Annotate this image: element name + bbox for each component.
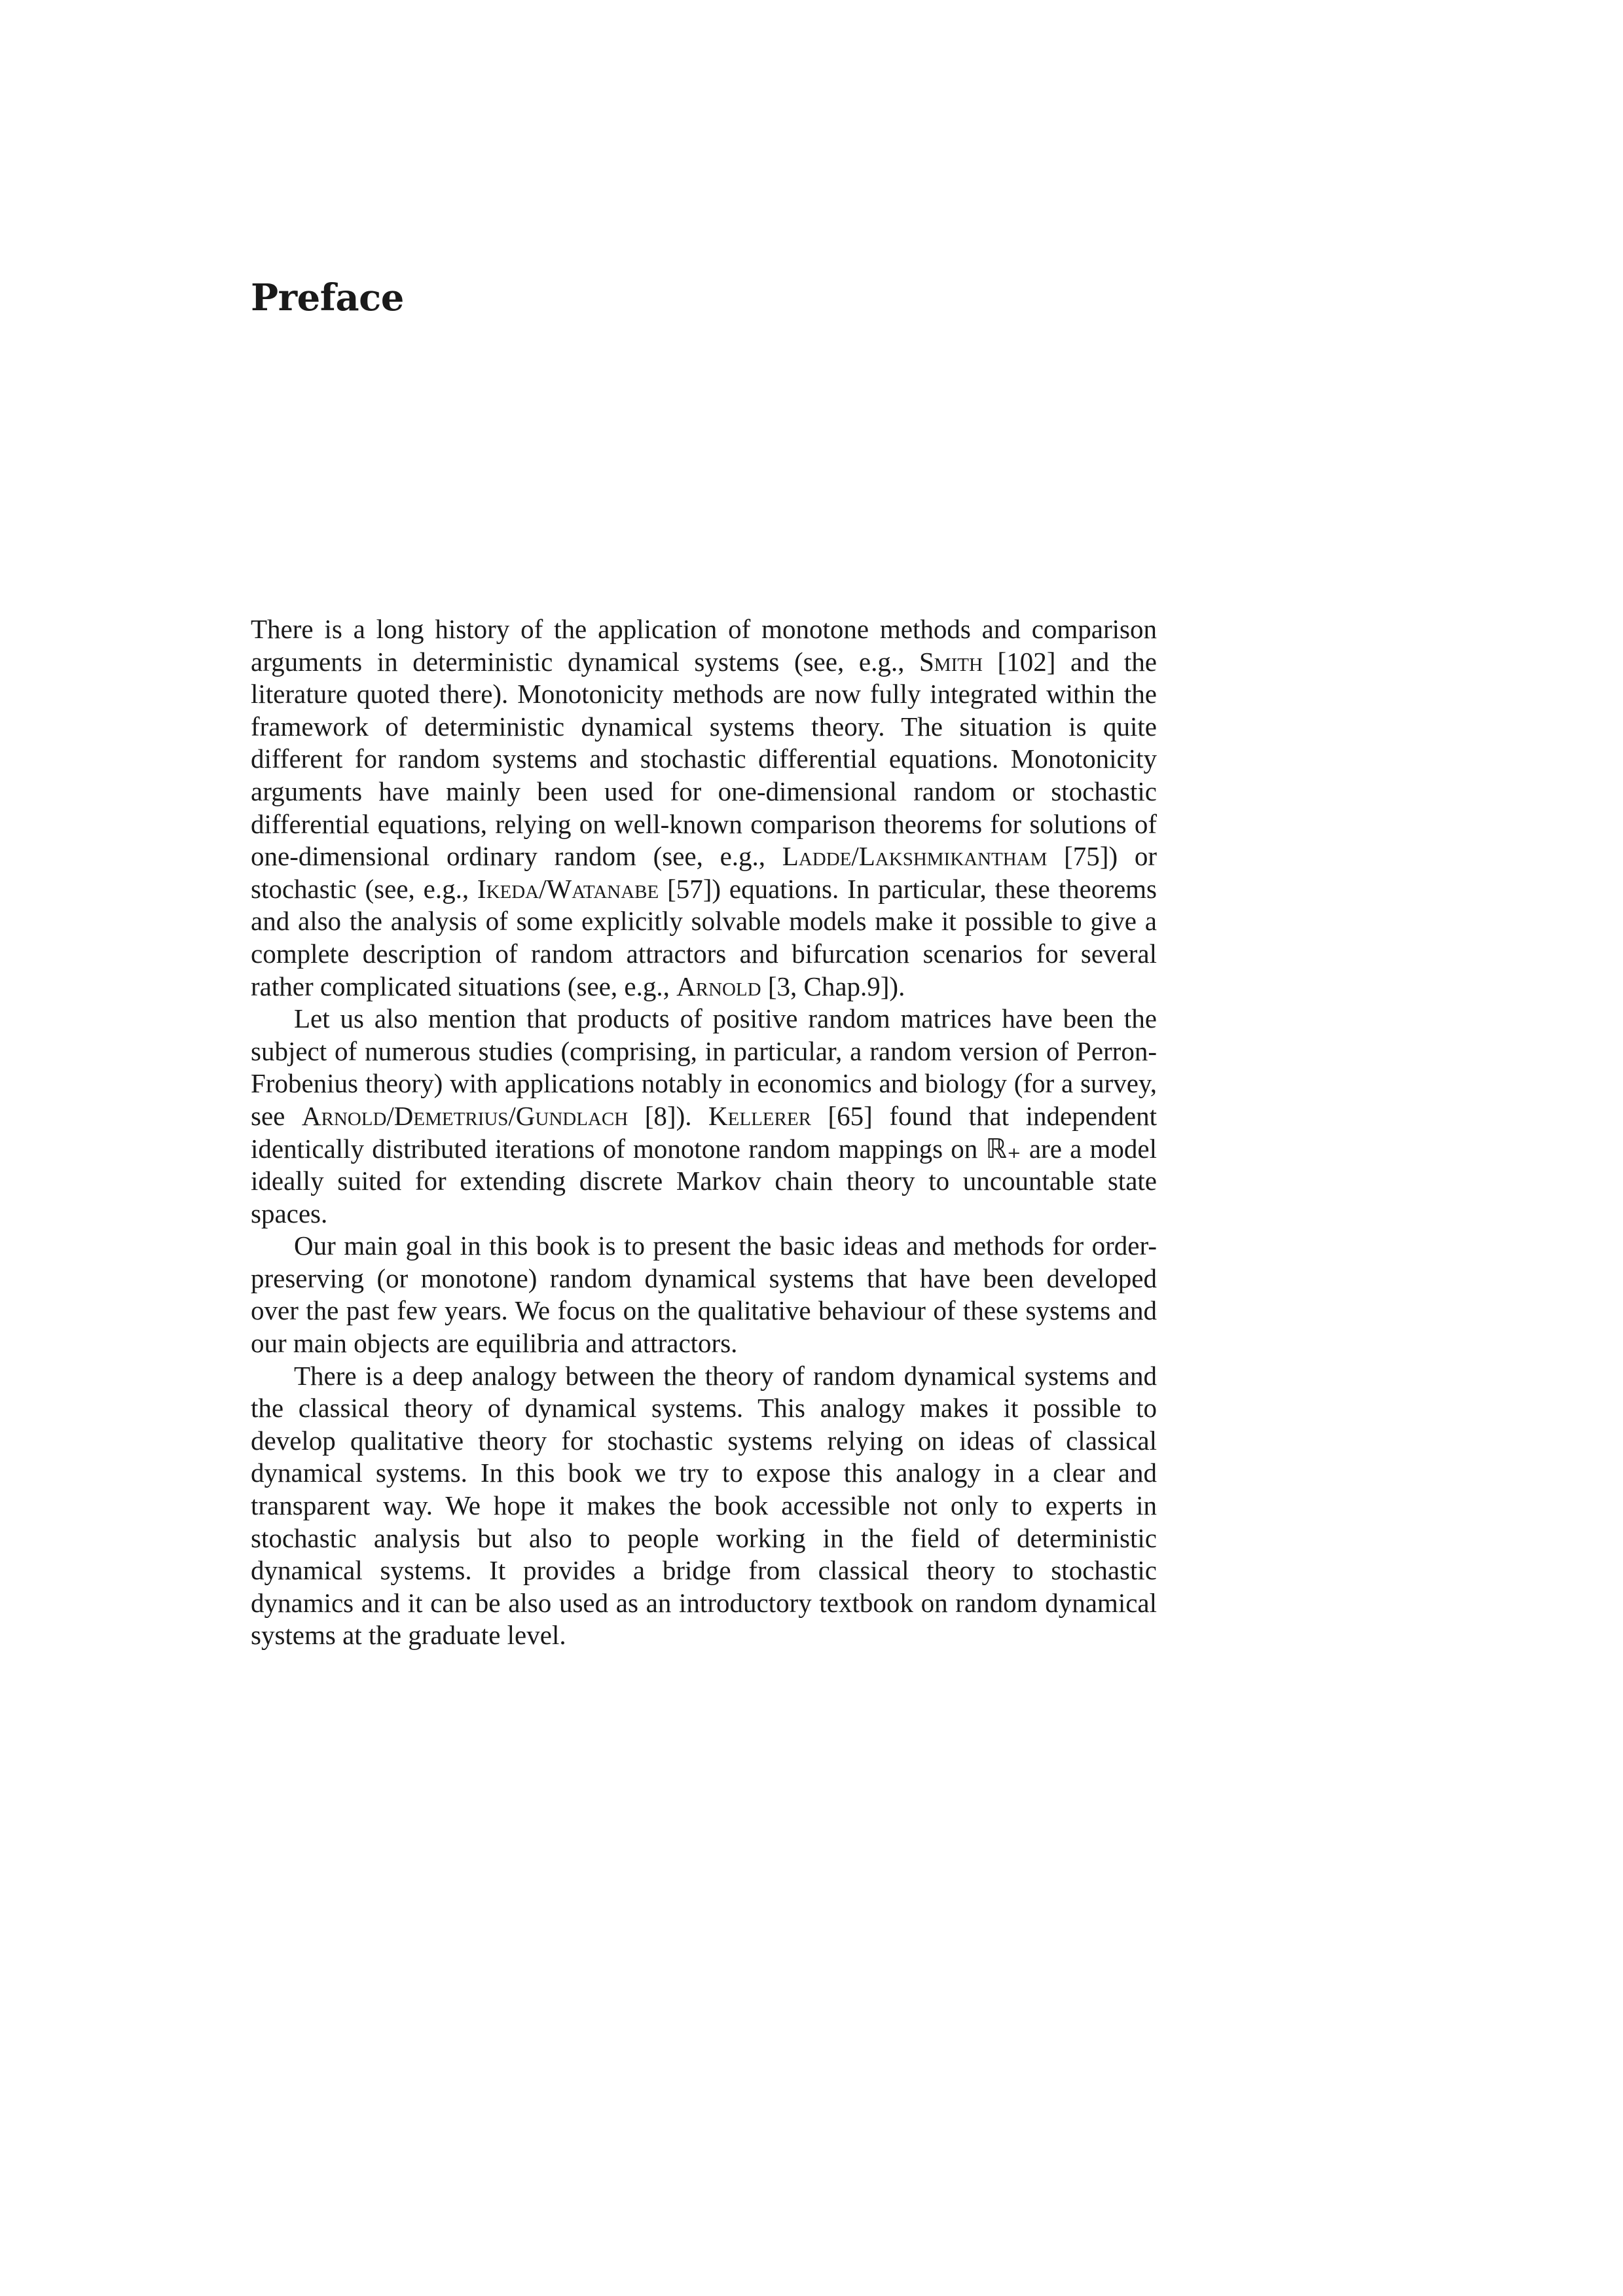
- paragraph-text: [3, Chap.9]).: [761, 971, 905, 1001]
- paragraph-1: [251, 613, 1157, 1003]
- paragraph-text: [75]) or stochastic (see, e.g.,: [251, 841, 1157, 904]
- author-citation: Arnold: [676, 971, 761, 1001]
- paragraph-text: [102] and the literature quoted there). Monotonicity methods are now fully integrated within the framework of deterministic dynamical systems theory. The situation is quite different for random systems and stochastic differential equations. Monotonicity arguments have mainly been used for one-dimensional random or stochastic differential equations, relying on well-known comparison theorems for solutions of one-dimensional ordinary random (see, e.g.,: [251, 646, 1157, 872]
- paragraph-text: [57]) equations. In particular, these theorems and also the analysis of some explicitly solvable models make it possible to give a complete description of random attractors and bifurcation scenarios for several rather complicated situations (see, e.g.,: [251, 873, 1157, 1001]
- author-citation: Arnold/Demetrius/Gundlach: [301, 1100, 629, 1131]
- page-title: Preface: [251, 276, 404, 319]
- paragraph-text: [65] found that independent identically distributed iterations of monotone random mappings on ℝ₊ are a model ideally suited for extending discrete Markov chain theory to uncountable state spaces.: [251, 1100, 1157, 1229]
- author-citation: Ikeda/Watanabe: [477, 873, 659, 904]
- paragraph-2: [251, 1003, 1157, 1230]
- paragraph-4: [251, 1360, 1157, 1652]
- paragraph-text: [8]).: [628, 1100, 709, 1131]
- author-citation: Kellerer: [708, 1100, 811, 1131]
- paragraph-3: [251, 1230, 1157, 1359]
- author-citation: Smith: [919, 646, 983, 677]
- paragraph-text: Our main goal in this book is to present the basic ideas and methods for order-preserving (or monotone) random dynamical systems that have been developed over the past few years. We focus on the qualitative behaviour of these systems and our main objects are equilibria and attractors.: [251, 1230, 1157, 1359]
- paragraph-text: There is a long history of the application of monotone methods and comparison arguments in deterministic dynamical systems (see, e.g.,: [251, 614, 1157, 677]
- author-citation: Ladde/Lakshmikantham: [782, 841, 1048, 872]
- paragraph-text: Let us also mention that products of positive random matrices have been the subject of numerous studies (comprising, in particular, a random version of Perron-Frobenius theory) with applications notably in economics and biology (for a survey, see: [251, 1003, 1157, 1131]
- paragraph-text: There is a deep analogy between the theory of random dynamical systems and the classical theory of dynamical systems. This analogy makes it possible to develop qualitative theory for stochastic systems relying on ideas of classical dynamical systems. In this book we try to expose this analogy in a clear and transparent way. We hope it makes the book accessible not only to experts in stochastic analysis but also to people working in the field of deterministic dynamical systems. It provides a bridge from classical theory to stochastic dynamics and it can be also used as an introductory textbook on random dynamical systems at the graduate level.: [251, 1360, 1157, 1651]
- preface-body: [251, 613, 1157, 1652]
